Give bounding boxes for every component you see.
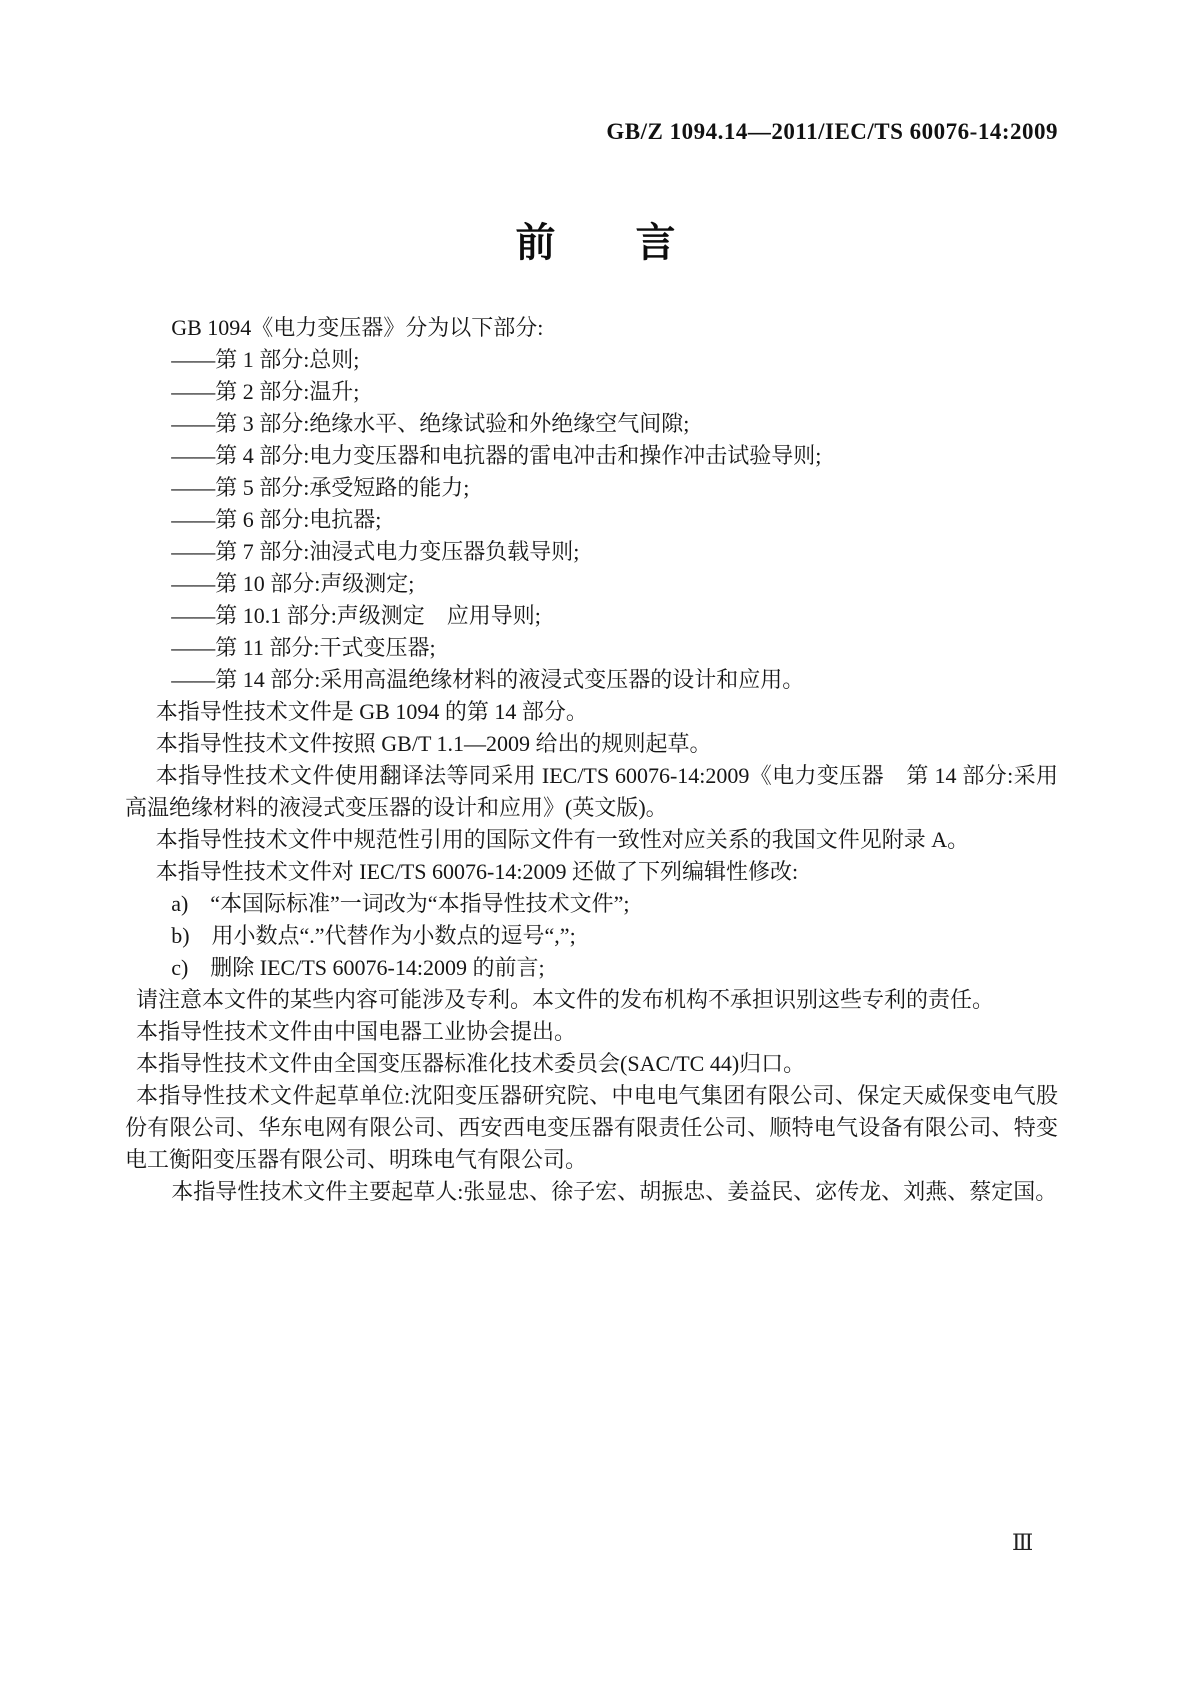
editorial-change-item: c) 删除 IEC/TS 60076-14:2009 的前言; <box>171 955 545 980</box>
foreword-paragraph: 本指导性技术文件对 IEC/TS 60076-14:2009 还做了下列编辑性修改: <box>155 859 799 884</box>
foreword-paragraph: 本指导性技术文件按照 GB/T 1.1—2009 给出的规则起草。 <box>155 731 712 756</box>
editorial-change-item: a) “本国际标准”一词改为“本指导性技术文件”; <box>171 891 630 916</box>
foreword-paragraph: 本指导性技术文件由中国电器工业协会提出。 <box>136 1019 577 1044</box>
foreword-paragraph: 本指导性技术文件是 GB 1094 的第 14 部分。 <box>155 699 588 724</box>
foreword-paragraph: 本指导性技术文件使用翻译法等同采用 IEC/TS 60076-14:2009《电力变压器 第 14 部分:采用高温绝缘材料的液浸式变压器的设计和应用》(英文版)。 <box>125 763 1058 820</box>
part-list-item: ——第 6 部分:电抗器; <box>171 507 382 532</box>
part-list-item: ——第 11 部分:干式变压器; <box>171 635 436 660</box>
editorial-change-item: b) 用小数点“.”代替作为小数点的逗号“,”; <box>171 923 576 948</box>
part-list-item: ——第 1 部分:总则; <box>171 347 360 372</box>
standard-code-header: GB/Z 1094.14—2011/IEC/TS 60076-14:2009 <box>606 119 1058 144</box>
foreword-paragraph: 本指导性技术文件由全国变压器标准化技术委员会(SAC/TC 44)归口。 <box>136 1051 806 1076</box>
part-list-item: ——第 4 部分:电力变压器和电抗器的雷电冲击和操作冲击试验导则; <box>171 443 822 468</box>
parts-intro-paragraph: GB 1094《电力变压器》分为以下部分: <box>171 315 544 340</box>
foreword-paragraph: 本指导性技术文件中规范性引用的国际文件有一致性对应关系的我国文件见附录 A。 <box>155 827 970 852</box>
foreword-title: 前 言 <box>515 221 676 265</box>
part-list-item: ——第 2 部分:温升; <box>171 379 360 404</box>
drafters-paragraph: 本指导性技术文件主要起草人:张显忠、徐子宏、胡振忠、姜益民、宓传龙、刘燕、蔡定国。 <box>171 1179 1058 1204</box>
part-list-item: ——第 14 部分:采用高温绝缘材料的液浸式变压器的设计和应用。 <box>171 667 805 692</box>
part-list-item: ——第 10 部分:声级测定; <box>171 571 415 596</box>
part-list-item: ——第 7 部分:油浸式电力变压器负载导则; <box>171 539 580 564</box>
part-list-item: ——第 3 部分:绝缘水平、绝缘试验和外绝缘空气间隙; <box>171 411 690 436</box>
foreword-content <box>125 312 1058 1208</box>
part-list-item: ——第 5 部分:承受短路的能力; <box>171 475 470 500</box>
page-number: Ⅲ <box>1012 1530 1034 1555</box>
drafting-orgs-paragraph: 本指导性技术文件起草单位:沈阳变压器研究院、中电电气集团有限公司、保定天威保变电气股份有限公司、华东电网有限公司、西安西电变压器有限责任公司、顺特电气设备有限公司、特变电工衡阳变压器有限公司、明珠电气有限公司。 <box>125 1083 1058 1172</box>
part-list-item: ——第 10.1 部分:声级测定 应用导则; <box>171 603 541 628</box>
patent-notice-paragraph: 请注意本文件的某些内容可能涉及专利。本文件的发布机构不承担识别这些专利的责任。 <box>136 987 995 1012</box>
